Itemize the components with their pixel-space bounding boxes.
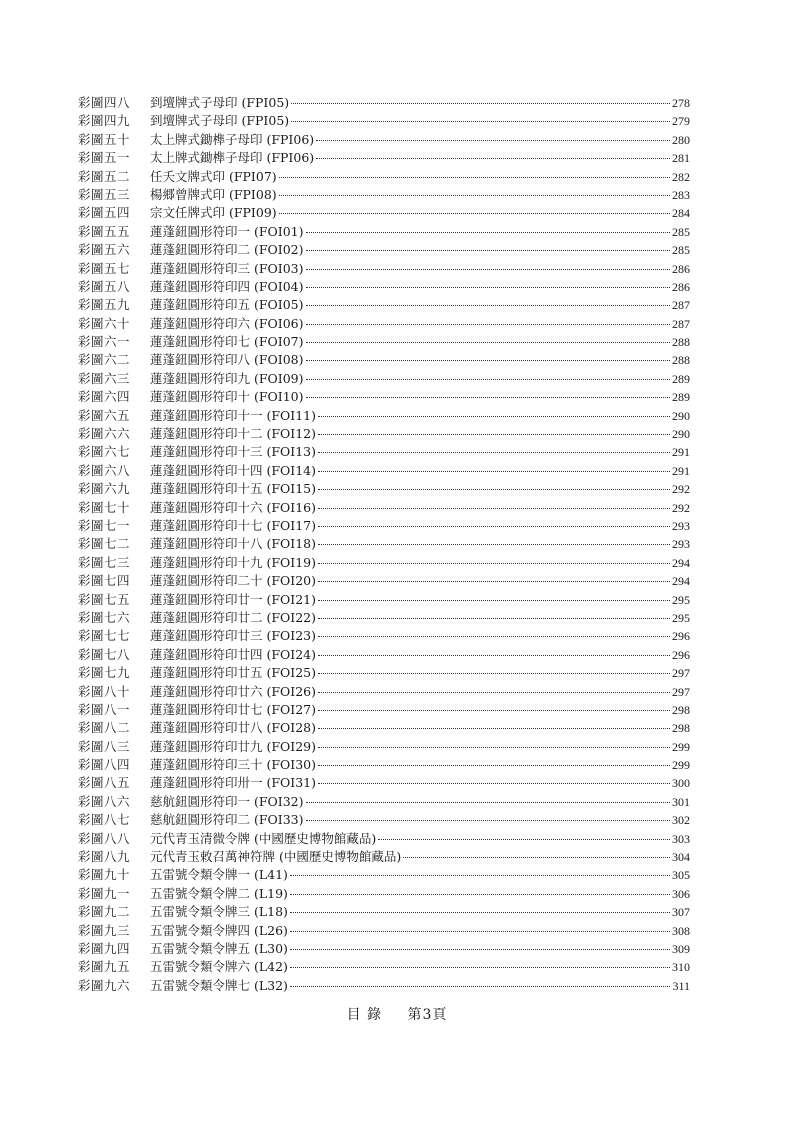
page-number: 289 — [672, 390, 690, 405]
toc-entry — [78, 462, 690, 480]
page-number: 288 — [672, 335, 690, 350]
dot-leader — [306, 379, 671, 380]
toc-entry — [78, 370, 690, 388]
figure-title: 蓮蓬鈕圓形符印廿四 (FOI24) — [150, 646, 316, 662]
toc-entry — [78, 241, 690, 259]
figure-number: 彩圖八七 — [78, 812, 131, 828]
dot-leader — [318, 581, 670, 582]
page-number: 311 — [672, 978, 690, 993]
figure-title: 蓮蓬鈕圓形符印七 (FOI07) — [150, 334, 304, 350]
figure-number: 彩圖七七 — [78, 628, 131, 644]
dot-leader — [290, 949, 670, 950]
toc-entry — [78, 168, 690, 186]
figure-title: 到壇牌式子母印 (FPI05) — [150, 95, 290, 110]
table-of-contents — [78, 94, 690, 995]
figure-number: 彩圖四九 — [78, 113, 131, 129]
figure-number: 彩圖九十 — [78, 867, 131, 883]
figure-title: 五雷號令類令牌五 (L30) — [150, 940, 288, 956]
dot-leader — [306, 324, 671, 325]
page-number: 309 — [672, 941, 690, 956]
figure-title: 太上牌式鋤榫子母印 (FPI06) — [150, 150, 315, 166]
toc-entry — [78, 958, 690, 976]
page-number: 280 — [672, 132, 690, 147]
figure-number: 彩圖八八 — [78, 830, 131, 846]
figure-number: 彩圖七十 — [78, 499, 131, 515]
figure-number: 彩圖六八 — [78, 462, 131, 478]
page-number: 305 — [672, 868, 690, 883]
page-number: 290 — [672, 427, 690, 442]
page-number: 295 — [672, 592, 690, 607]
page-footer — [0, 1004, 794, 1024]
page-number: 298 — [672, 702, 690, 717]
figure-number: 彩圖八一 — [78, 701, 131, 717]
figure-number: 彩圖五二 — [78, 168, 131, 184]
toc-entry — [78, 333, 690, 351]
toc-entry — [78, 223, 690, 241]
figure-title: 五雷號令類令牌六 (L42) — [150, 959, 288, 975]
page-number: 294 — [672, 574, 690, 589]
toc-entry — [78, 922, 690, 940]
figure-title: 蓮蓬鈕圓形符印三十 (FOI30) — [150, 757, 316, 773]
toc-entry — [78, 848, 690, 866]
page-number: 304 — [672, 850, 690, 865]
figure-title: 蓮蓬鈕圓形符印廿六 (FOI26) — [150, 683, 316, 699]
page-number: 308 — [672, 923, 690, 938]
dot-leader — [290, 931, 670, 932]
dot-leader — [290, 875, 670, 876]
dot-leader — [290, 967, 670, 968]
figure-title: 蓮蓬鈕圓形符印廿五 (FOI25) — [150, 665, 316, 681]
page-number: 310 — [672, 960, 690, 975]
dot-leader — [290, 894, 670, 895]
page-number: 291 — [672, 463, 690, 478]
figure-number: 彩圖七八 — [78, 646, 131, 662]
dot-leader — [318, 636, 670, 637]
dot-leader — [318, 747, 670, 748]
dot-leader — [279, 213, 670, 214]
figure-number: 彩圖六三 — [78, 370, 131, 386]
toc-entry — [78, 719, 690, 737]
dot-leader — [378, 839, 670, 840]
dot-leader — [306, 250, 671, 251]
toc-entry — [78, 260, 690, 278]
toc-entry — [78, 94, 690, 112]
figure-number: 彩圖六四 — [78, 389, 131, 405]
toc-entry — [78, 204, 690, 222]
figure-title: 蓮蓬鈕圓形符印九 (FOI09) — [150, 370, 304, 386]
figure-number: 彩圖五十 — [78, 131, 131, 147]
dot-leader — [318, 600, 670, 601]
page-number: 292 — [672, 500, 690, 515]
figure-title: 五雷號令類令牌二 (L19) — [150, 885, 288, 901]
figure-number: 彩圖五五 — [78, 223, 131, 239]
dot-leader — [306, 232, 671, 233]
page-number: 297 — [672, 666, 690, 681]
figure-number: 彩圖七六 — [78, 609, 131, 625]
figure-title: 任夭文牌式印 (FPI07) — [150, 168, 277, 184]
toc-entry — [78, 480, 690, 498]
figure-title: 五雷號令類令牌四 (L26) — [150, 922, 288, 938]
figure-title: 元代青玉敕召萬神符牌 (中國歷史博物館藏品) — [150, 849, 402, 865]
figure-number: 彩圖五六 — [78, 242, 131, 258]
figure-title: 蓮蓬鈕圓形符印十五 (FOI15) — [150, 481, 316, 497]
page-number: 287 — [672, 298, 690, 313]
dot-leader — [318, 452, 670, 453]
page-number: 299 — [672, 758, 690, 773]
figure-title: 蓮蓬鈕圓形符印十七 (FOI17) — [150, 517, 316, 533]
page-number: 286 — [672, 279, 690, 294]
dot-leader — [318, 508, 670, 509]
figure-number: 彩圖八五 — [78, 775, 131, 791]
dot-leader — [290, 912, 670, 913]
figure-number: 彩圖五一 — [78, 150, 131, 166]
footer-page-number: 第3頁 — [407, 1007, 448, 1023]
toc-entry — [78, 351, 690, 369]
dot-leader — [279, 195, 670, 196]
figure-number: 彩圖六一 — [78, 334, 131, 350]
figure-title: 慈航鈕圓形符印二 (FOI33) — [150, 812, 304, 828]
toc-entry — [78, 535, 690, 553]
page-number: 296 — [672, 647, 690, 662]
dot-leader — [318, 618, 670, 619]
dot-leader — [316, 140, 670, 141]
figure-number: 彩圖九五 — [78, 959, 131, 975]
page-number: 295 — [672, 610, 690, 625]
figure-number: 彩圖九六 — [78, 977, 131, 993]
dot-leader — [318, 434, 670, 435]
dot-leader — [403, 857, 670, 858]
dot-leader — [318, 416, 670, 417]
figure-number: 彩圖九二 — [78, 904, 131, 920]
dot-leader — [318, 728, 670, 729]
toc-entry — [78, 149, 690, 167]
figure-number: 彩圖七三 — [78, 554, 131, 570]
figure-title: 蓮蓬鈕圓形符印六 (FOI06) — [150, 315, 304, 331]
toc-entry — [78, 774, 690, 792]
dot-leader — [318, 655, 670, 656]
page-number: 283 — [672, 187, 690, 202]
toc-entry — [78, 646, 690, 664]
figure-number: 彩圖七四 — [78, 573, 131, 589]
toc-entry — [78, 830, 690, 848]
page-number: 307 — [672, 905, 690, 920]
page-number: 301 — [672, 794, 690, 809]
figure-title: 五雷號令類令牌七 (L32) — [150, 977, 288, 993]
figure-number: 彩圖七五 — [78, 591, 131, 607]
figure-number: 彩圖六九 — [78, 481, 131, 497]
figure-number: 彩圖六五 — [78, 407, 131, 423]
toc-entry — [78, 186, 690, 204]
dot-leader — [306, 269, 671, 270]
figure-title: 蓮蓬鈕圓形符印卅一 (FOI31) — [150, 775, 316, 791]
toc-entry — [78, 554, 690, 572]
page-number: 296 — [672, 629, 690, 644]
dot-leader — [318, 544, 670, 545]
figure-number: 彩圖七二 — [78, 536, 131, 552]
toc-entry — [78, 756, 690, 774]
figure-number: 彩圖六二 — [78, 352, 131, 368]
figure-number: 彩圖八六 — [78, 793, 131, 809]
figure-number: 彩圖九一 — [78, 885, 131, 901]
page-number: 287 — [672, 316, 690, 331]
figure-number: 彩圖七一 — [78, 517, 131, 533]
figure-title: 蓮蓬鈕圓形符印廿八 (FOI28) — [150, 720, 316, 736]
dot-leader — [306, 360, 671, 361]
toc-entry — [78, 278, 690, 296]
page-number: 284 — [672, 206, 690, 221]
page-number: 290 — [672, 408, 690, 423]
figure-number: 彩圖六六 — [78, 426, 131, 442]
figure-number: 彩圖八十 — [78, 683, 131, 699]
dot-leader — [306, 820, 671, 821]
figure-number: 彩圖八九 — [78, 849, 131, 865]
figure-number: 彩圖九四 — [78, 940, 131, 956]
toc-entry — [78, 866, 690, 884]
toc-entry — [78, 591, 690, 609]
toc-entry — [78, 885, 690, 903]
figure-number: 彩圖八四 — [78, 757, 131, 773]
figure-title: 蓮蓬鈕圓形符印十 (FOI10) — [150, 389, 304, 405]
page-number: 286 — [672, 261, 690, 276]
dot-leader — [290, 986, 671, 987]
figure-number: 彩圖四八 — [78, 95, 131, 110]
figure-title: 蓮蓬鈕圓形符印十三 (FOI13) — [150, 444, 316, 460]
figure-number: 彩圖六十 — [78, 315, 131, 331]
toc-entry — [78, 627, 690, 645]
figure-title: 宗文任牌式印 (FPI09) — [150, 205, 277, 221]
figure-title: 五雷號令類令牌三 (L18) — [150, 904, 288, 920]
figure-title: 蓮蓬鈕圓形符印十六 (FOI16) — [150, 499, 316, 515]
dot-leader — [318, 471, 670, 472]
page-number: 289 — [672, 371, 690, 386]
dot-leader — [279, 177, 670, 178]
page-number: 279 — [672, 114, 690, 129]
toc-entry — [78, 977, 690, 995]
figure-title: 蓮蓬鈕圓形符印十二 (FOI12) — [150, 426, 316, 442]
page-number: 297 — [672, 684, 690, 699]
figure-title: 蓮蓬鈕圓形符印十一 (FOI11) — [150, 407, 316, 423]
toc-entry — [78, 131, 690, 149]
figure-title: 蓮蓬鈕圓形符印廿一 (FOI21) — [150, 591, 316, 607]
toc-entry — [78, 572, 690, 590]
figure-title: 蓮蓬鈕圓形符印四 (FOI04) — [150, 278, 304, 294]
toc-entry — [78, 664, 690, 682]
page-number: 285 — [672, 243, 690, 258]
dot-leader — [318, 783, 670, 784]
toc-entry — [78, 499, 690, 517]
figure-title: 蓮蓬鈕圓形符印八 (FOI08) — [150, 352, 304, 368]
toc-entry — [78, 940, 690, 958]
dot-leader — [306, 287, 671, 288]
page-number: 300 — [672, 776, 690, 791]
dot-leader — [318, 526, 670, 527]
figure-title: 蓮蓬鈕圓形符印一 (FOI01) — [150, 223, 304, 239]
toc-entry — [78, 738, 690, 756]
page-number: 303 — [672, 831, 690, 846]
dot-leader — [291, 103, 670, 104]
figure-title: 太上牌式鋤榫子母印 (FPI06) — [150, 131, 315, 147]
dot-leader — [316, 158, 670, 159]
figure-title: 蓮蓬鈕圓形符印廿七 (FOI27) — [150, 701, 316, 717]
figure-number: 彩圖五八 — [78, 278, 131, 294]
page-number: 292 — [672, 482, 690, 497]
figure-title: 蓮蓬鈕圓形符印廿九 (FOI29) — [150, 738, 316, 754]
figure-number: 彩圖五三 — [78, 186, 131, 202]
figure-title: 元代青玉清微令牌 (中國歷史博物館藏品) — [150, 830, 377, 846]
page-number: 293 — [672, 518, 690, 533]
page-number: 281 — [672, 151, 690, 166]
figure-number: 彩圖六七 — [78, 444, 131, 460]
page-number: 288 — [672, 353, 690, 368]
page-number: 294 — [672, 555, 690, 570]
toc-entry — [78, 388, 690, 406]
dot-leader — [291, 121, 670, 122]
dot-leader — [318, 489, 670, 490]
page-number: 282 — [672, 169, 690, 184]
figure-number: 彩圖五四 — [78, 205, 131, 221]
dot-leader — [318, 710, 670, 711]
toc-entry — [78, 517, 690, 535]
toc-entry — [78, 443, 690, 461]
toc-entry — [78, 296, 690, 314]
dot-leader — [306, 397, 671, 398]
toc-entry — [78, 407, 690, 425]
figure-title: 蓮蓬鈕圓形符印廿二 (FOI22) — [150, 609, 316, 625]
toc-entry — [78, 112, 690, 130]
dot-leader — [318, 563, 670, 564]
toc-entry — [78, 609, 690, 627]
figure-title: 蓮蓬鈕圓形符印三 (FOI03) — [150, 260, 304, 276]
footer-section-label: 目 錄 — [346, 1007, 383, 1023]
figure-number: 彩圖五九 — [78, 297, 131, 313]
page-number: 291 — [672, 445, 690, 460]
dot-leader — [306, 342, 671, 343]
figure-title: 蓮蓬鈕圓形符印十四 (FOI14) — [150, 462, 316, 478]
figure-title: 楊郷曾牌式印 (FPI08) — [150, 186, 277, 202]
figure-title: 蓮蓬鈕圓形符印五 (FOI05) — [150, 297, 304, 313]
figure-number: 彩圖八三 — [78, 738, 131, 754]
toc-entry — [78, 701, 690, 719]
figure-title: 蓮蓬鈕圓形符印廿三 (FOI23) — [150, 628, 316, 644]
toc-entry — [78, 793, 690, 811]
dot-leader — [306, 305, 671, 306]
dot-leader — [318, 673, 670, 674]
figure-number: 彩圖九三 — [78, 922, 131, 938]
figure-title: 五雷號令類令牌一 (L41) — [150, 867, 288, 883]
figure-title: 慈航鈕圓形符印一 (FOI32) — [150, 793, 304, 809]
dot-leader — [318, 692, 670, 693]
page-number: 299 — [672, 739, 690, 754]
toc-entry — [78, 811, 690, 829]
page-number: 302 — [672, 813, 690, 828]
figure-title: 到壇牌式子母印 (FPI05) — [150, 113, 290, 129]
toc-entry — [78, 683, 690, 701]
figure-number: 彩圖八二 — [78, 720, 131, 736]
figure-number: 彩圖五七 — [78, 260, 131, 276]
page-number: 298 — [672, 721, 690, 736]
figure-title: 蓮蓬鈕圓形符印十九 (FOI19) — [150, 554, 316, 570]
toc-entry — [78, 903, 690, 921]
dot-leader — [318, 765, 670, 766]
figure-title: 蓮蓬鈕圓形符印二十 (FOI20) — [150, 573, 316, 589]
figure-title: 蓮蓬鈕圓形符印二 (FOI02) — [150, 242, 304, 258]
figure-number: 彩圖七九 — [78, 665, 131, 681]
page-number: 278 — [672, 96, 690, 110]
page-number: 306 — [672, 886, 690, 901]
figure-title: 蓮蓬鈕圓形符印十八 (FOI18) — [150, 536, 316, 552]
page-number: 285 — [672, 224, 690, 239]
page-number: 293 — [672, 537, 690, 552]
toc-entry — [78, 315, 690, 333]
toc-entry — [78, 425, 690, 443]
dot-leader — [306, 802, 671, 803]
